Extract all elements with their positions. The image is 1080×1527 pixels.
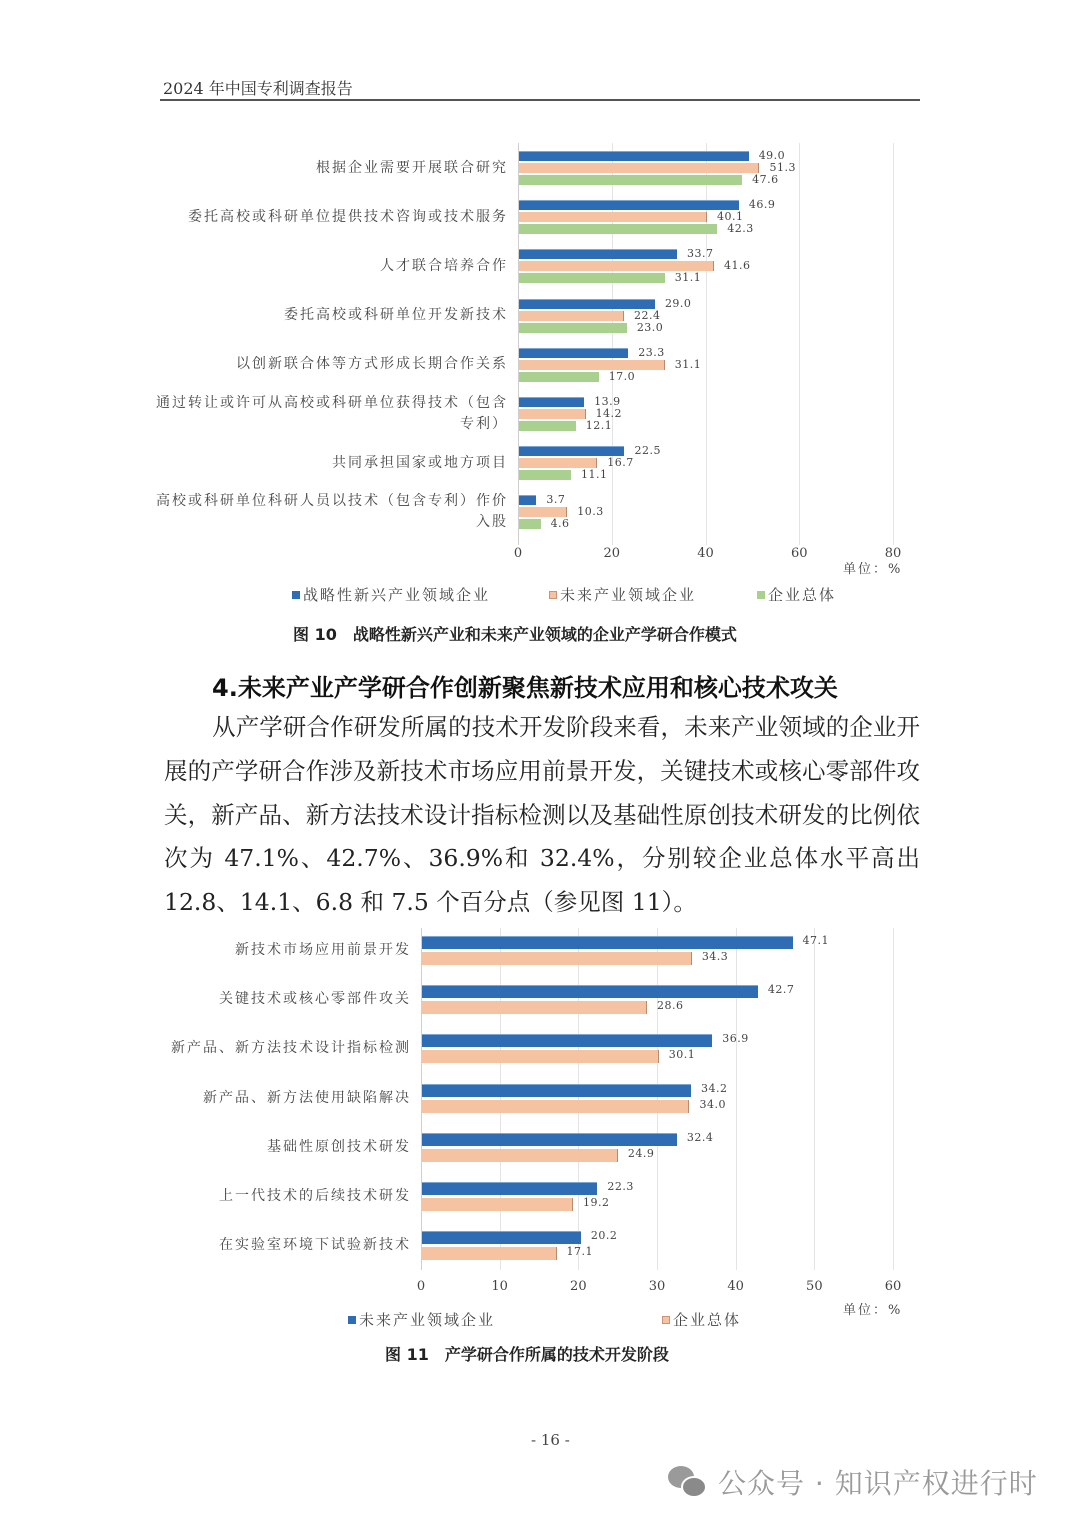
data-label: 14.2 — [595, 407, 623, 420]
x-tick-label: 40 — [727, 1279, 744, 1294]
data-label: 13.9 — [594, 395, 621, 408]
data-label: 3.7 — [546, 493, 566, 507]
category-label: 委托高校或科研单位提供技术咨询或技术服务 — [188, 208, 508, 225]
data-label: 33.7 — [686, 247, 714, 261]
category-label: 共同承担国家或地方项目 — [332, 454, 508, 471]
watermark — [668, 1462, 1038, 1502]
legend-swatch-orange — [662, 1316, 670, 1324]
data-label: 22.4 — [634, 308, 661, 322]
bar — [422, 1100, 689, 1113]
paragraph-text: 从产学研合作研发所属的技术开发阶段来看，未来产业领域的企业开展的产学研合作涉及新技术市场应用前景开发，关键技术或核心零部件攻关，新产品、新方法技术设计指标检测以及基础性原创技术研发的比例依次为 47.1%、42.7%、36.9%和 32.4%，分别较企业总体水平高出 12.8、14.1、6.8 和 7.5 个百分点（参见图 11）。 — [164, 713, 920, 917]
watermark-text: 公众号 · 知识产权进行时 — [718, 1467, 1038, 1500]
x-tick-label: 10 — [491, 1279, 508, 1294]
legend-swatch-blue — [348, 1316, 356, 1324]
data-label: 11.1 — [581, 468, 608, 482]
category-label: 高校或科研单位科研人员以技术（包含专利）作价入股 — [156, 493, 508, 531]
data-label: 40.1 — [716, 210, 744, 224]
category-label: 关键技术或核心零部件攻关 — [219, 991, 411, 1008]
data-label: 22.5 — [634, 444, 661, 458]
figure-11-legend-item-2 — [662, 1309, 741, 1330]
data-label: 12.1 — [585, 419, 613, 432]
category-label: 委托高校或科研单位开发新技术 — [284, 307, 508, 324]
x-tick-label: 80 — [884, 546, 902, 561]
figure-11-unit: 单位：% — [843, 1303, 903, 1318]
page-number: - 16 - — [531, 1431, 570, 1449]
x-tick-label: 40 — [697, 546, 714, 561]
figure-10-caption: 图 10 战略性新兴产业和未来产业领域的企业产学研合作模式 — [293, 625, 737, 644]
bar — [422, 1182, 597, 1195]
data-label: 17.0 — [608, 369, 636, 383]
gridline — [893, 928, 894, 1270]
bar — [422, 1231, 581, 1244]
data-label: 36.9 — [722, 1032, 749, 1046]
bar — [422, 1050, 659, 1063]
report-header-title: 2024 年中国专利调查报告 — [163, 79, 353, 98]
data-label: 19.2 — [583, 1196, 610, 1209]
category-label: 人才联合培养合作 — [380, 257, 508, 274]
wechat-icon — [668, 1464, 708, 1500]
x-tick-label: 30 — [648, 1279, 666, 1294]
x-tick-label: 60 — [790, 546, 808, 561]
data-label: 31.1 — [674, 271, 702, 285]
category-label: 根据企业需要开展联合研究 — [316, 159, 508, 176]
data-label: 31.1 — [674, 357, 702, 371]
data-label: 42.3 — [727, 222, 754, 236]
x-tick-label: 20 — [570, 1279, 587, 1294]
data-label: 22.3 — [607, 1180, 634, 1193]
data-label: 46.9 — [748, 198, 776, 212]
gridline — [814, 928, 815, 1270]
data-label: 34.3 — [701, 950, 729, 963]
bar — [422, 1133, 677, 1146]
data-label: 32.4 — [686, 1130, 714, 1144]
data-label: 47.6 — [752, 173, 779, 186]
section-heading: 4.未来产业产学研合作创新聚焦新技术应用和核心技术攻关 — [212, 674, 838, 702]
data-label: 16.7 — [607, 456, 634, 470]
bar — [422, 1084, 691, 1097]
bar — [422, 1198, 573, 1211]
data-label: 42.7 — [767, 983, 795, 997]
category-label: 新技术市场应用前景开发 — [235, 942, 411, 958]
category-label: 通过转让或许可从高校或科研单位获得技术（包含专利） — [156, 395, 508, 432]
category-label: 基础性原创技术研发 — [267, 1138, 411, 1155]
data-label: 23.3 — [638, 345, 665, 359]
x-tick-label: 60 — [884, 1279, 902, 1294]
category-label: 在实验室环境下试验新技术 — [219, 1237, 411, 1254]
legend-label: 企业总体 — [768, 586, 837, 604]
legend-label: 未来产业领域企业 — [359, 1311, 496, 1329]
category-label: 以创新联合体等方式形成长期合作关系 — [236, 356, 508, 373]
x-tick-label: 0 — [513, 546, 523, 561]
x-tick-label: 20 — [603, 546, 621, 561]
data-label: 47.1 — [802, 934, 830, 947]
bar — [422, 952, 692, 965]
bar — [422, 1149, 618, 1162]
bar — [422, 1247, 557, 1260]
legend-label: 战略性新兴产业领域企业 — [303, 586, 491, 604]
bar — [422, 1034, 712, 1047]
data-label: 28.6 — [656, 999, 684, 1013]
bar — [422, 1001, 647, 1014]
legend-label: 企业总体 — [673, 1311, 742, 1329]
figure-11-caption: 图 11 产学研合作所属的技术开发阶段 — [385, 1345, 669, 1364]
data-label: 29.0 — [664, 296, 692, 310]
figure-10-unit: 单位：% — [843, 562, 903, 577]
category-label: 上一代技术的后续技术研发 — [219, 1188, 411, 1204]
figure-11-legend-item-1 — [348, 1309, 495, 1330]
bar — [422, 936, 793, 949]
x-tick-label: 0 — [416, 1279, 426, 1294]
data-label: 34.2 — [701, 1081, 728, 1095]
legend-label: 未来产业领域企业 — [560, 586, 697, 604]
data-label: 4.6 — [550, 517, 570, 531]
category-label: 新产品、新方法使用缺陷解决 — [203, 1089, 411, 1106]
gridline — [736, 928, 737, 1270]
data-label: 49.0 — [758, 149, 786, 162]
data-label: 17.1 — [566, 1245, 594, 1259]
data-label: 24.9 — [627, 1146, 655, 1160]
category-label: 新产品、新方法技术设计指标检测 — [171, 1040, 411, 1057]
bar — [422, 985, 758, 998]
data-label: 30.1 — [668, 1048, 696, 1062]
data-label: 34.0 — [699, 1097, 726, 1111]
data-label: 10.3 — [577, 505, 604, 519]
x-tick-label: 50 — [806, 1279, 823, 1294]
data-label: 23.0 — [636, 320, 664, 334]
data-label: 51.3 — [769, 161, 796, 174]
data-label: 20.2 — [590, 1229, 618, 1243]
data-label: 41.6 — [724, 259, 751, 273]
